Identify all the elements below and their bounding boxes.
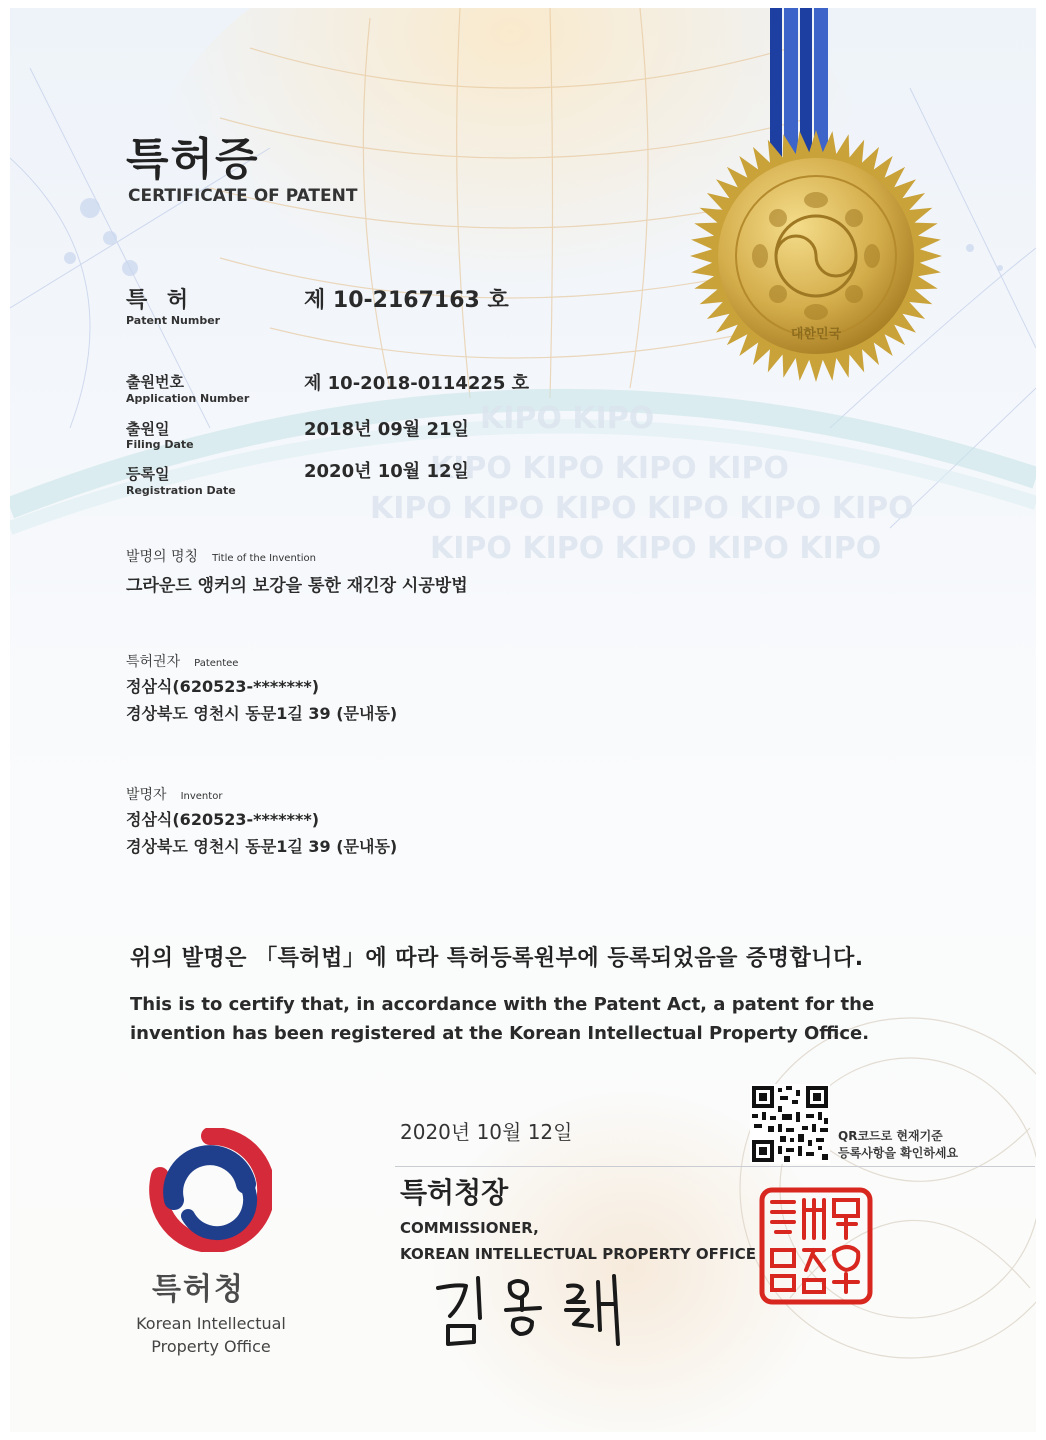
patentee-address: 경상북도 영천시 동문1길 39 (문내동) (126, 704, 398, 723)
registration-date-value: 2020년 10월 12일 (304, 461, 469, 482)
office-name-en: Korean Intellectual Property Office (136, 1314, 286, 1356)
commissioner-title-en (400, 1215, 820, 1267)
svg-text:KIPO KIPO KIPO KIPO: KIPO KIPO KIPO KIPO (430, 451, 789, 486)
certification-statement-en: This is to certify that, in accordance with the Patent Act, a patent for the invention has been registered at the Korean Intellectual Property Office. (130, 994, 875, 1044)
patentee-label (126, 651, 238, 671)
filing-date-value: 2018년 09월 21일 (304, 419, 469, 440)
invention-label-en: Title of the Invention (212, 553, 316, 564)
certificate-title-en: CERTIFICATE OF PATENT (128, 186, 358, 206)
registration-date-label-en: Registration Date (126, 484, 236, 497)
patentee-label-ko: 특허권자 (126, 654, 181, 670)
qr-caption-line1: QR코드로 현재기준 (838, 1129, 943, 1143)
inventor-name: 정삼식(620523-*******) (126, 810, 320, 829)
taegeuk-logo-icon (148, 1128, 272, 1252)
svg-text:대한민국: 대한민국 (790, 327, 842, 342)
patent-certificate (10, 8, 1036, 1432)
issue-date: 2020년 10월 12일 (400, 1120, 573, 1144)
patent-number-label-en: Patent Number (126, 314, 221, 327)
certification-statement-ko: 위의 발명은 「특허법」에 따라 특허등록원부에 등록되었음을 증명합니다. (130, 946, 864, 971)
patent-number-label-ko: 특 허 (126, 288, 195, 313)
office-name-ko: 특허청 (152, 1272, 245, 1307)
inventor-label (126, 784, 222, 804)
invention-label-ko: 발명의 명칭 (126, 549, 199, 565)
commissioner-title-en-line1: COMMISSIONER, (400, 1219, 539, 1237)
qr-caption (838, 1128, 958, 1162)
inventor-label-en: Inventor (180, 791, 223, 802)
registration-date-label-ko: 등록일 (126, 465, 170, 483)
commissioner-title-ko: 특허청장 (400, 1176, 509, 1209)
filing-date-label-ko: 출원일 (126, 420, 170, 438)
invention-label (126, 546, 316, 566)
certificate-title-ko: 특허증 (126, 134, 260, 185)
divider (395, 1166, 1035, 1167)
patent-number-value: 제 10-2167163 호 (304, 288, 509, 313)
commissioner-title-en-line2: KOREAN INTELLECTUAL PROPERTY OFFICE (400, 1245, 757, 1263)
inventor-label-ko: 발명자 (126, 787, 167, 803)
patentee-name: 정삼식(620523-*******) (126, 677, 320, 696)
invention-title: 그라운드 앵커의 보강을 통한 재긴장 시공방법 (126, 576, 468, 596)
signature (428, 1270, 648, 1350)
application-number-label-ko: 출원번호 (126, 373, 184, 391)
svg-text:KIPO KIPO KIPO KIPO KIPO: KIPO KIPO KIPO KIPO KIPO KIPO (370, 491, 914, 526)
qr-code-icon (750, 1084, 830, 1164)
svg-text:KIPO KIPO: KIPO KIPO (480, 401, 655, 436)
red-seal-icon (758, 1186, 874, 1306)
svg-text:KIPO KIPO KIPO KIPO KIPO: KIPO KIPO KIPO KIPO KIPO (430, 531, 882, 566)
filing-date-label-en: Filing Date (126, 438, 194, 451)
inventor-address: 경상북도 영천시 동문1길 39 (문내동) (126, 837, 398, 856)
application-number-label-en: Application Number (126, 392, 250, 405)
patentee-label-en: Patentee (194, 658, 239, 669)
application-number-value: 제 10-2018-0114225 호 (304, 373, 530, 394)
qr-caption-line2: 등록사항을 확인하세요 (838, 1146, 959, 1160)
gold-seal-icon (686, 126, 946, 386)
